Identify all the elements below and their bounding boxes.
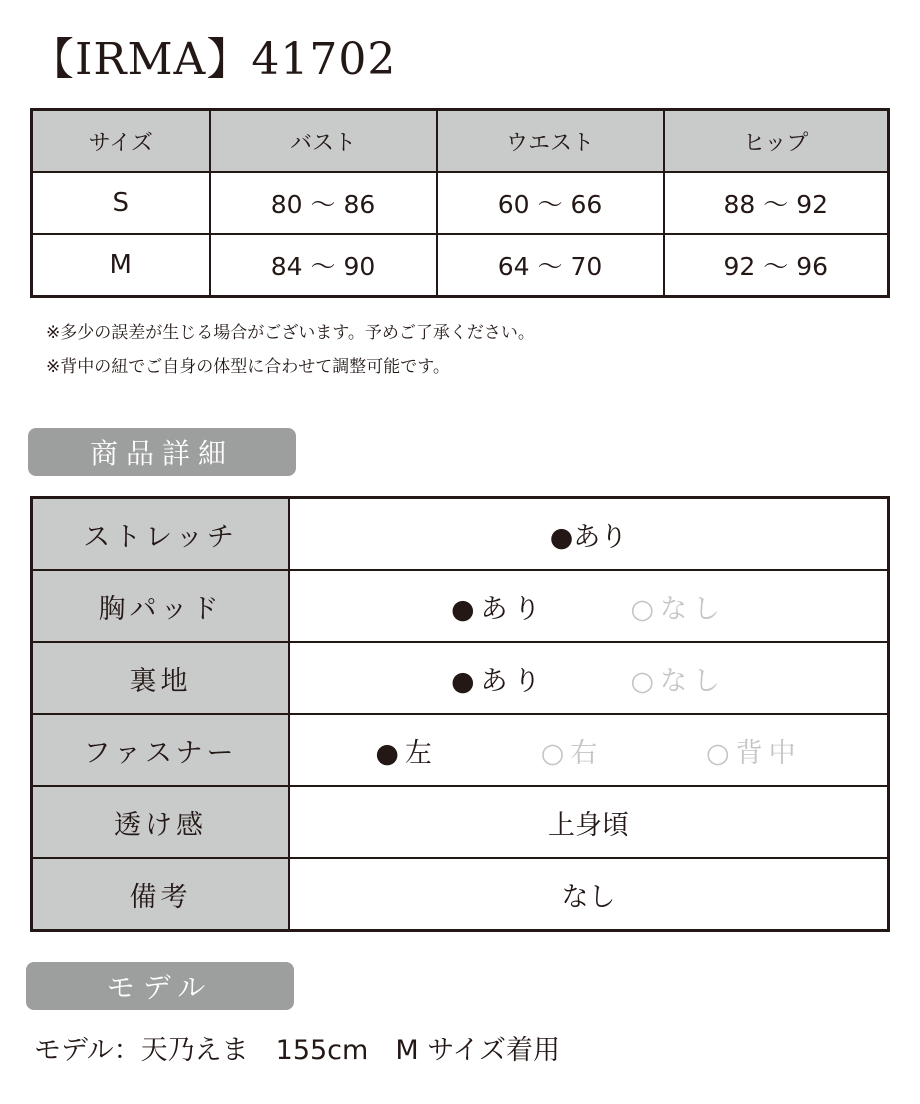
section-label-model: モデル [26,962,294,1010]
bust-value: 80 ～ 86 [210,172,437,234]
size-table [30,108,890,298]
header-waist: ウエスト [437,110,664,173]
waist-value: 64 ～ 70 [437,234,664,297]
option-selected: ●あり [450,593,547,625]
page-title: 【IRMA】41702 [30,34,397,85]
size-label: M [32,234,210,297]
hip-value: 88 ～ 92 [664,172,889,234]
option-unselected: ○なし [630,593,727,625]
note-measurement-error: ※多少の誤差が生じる場合がございます。予めご了承ください。 [46,323,535,343]
option-selected: ●あり [450,665,547,697]
hip-value: 92 ～ 96 [664,234,889,297]
option-unselected: ○右 [540,737,604,769]
table-row [32,234,889,297]
table-row [32,786,889,858]
size-table-header-row [32,110,889,173]
table-row [32,570,889,642]
size-notes [46,316,535,384]
header-bust: バスト [210,110,437,173]
detail-value-stretch: ●あり [289,498,889,571]
size-label: S [32,172,210,234]
waist-value: 60 ～ 66 [437,172,664,234]
detail-value-remarks: なし [289,858,889,931]
detail-label-lining: 裏地 [32,642,290,714]
option-unselected: ○背中 [706,737,802,769]
table-row [32,642,889,714]
product-details-table [30,496,890,932]
header-hip: ヒップ [664,110,889,173]
section-label-details: 商品詳細 [28,428,296,476]
header-size: サイズ [32,110,210,173]
detail-value-lining [289,642,889,714]
detail-label-sheerness: 透け感 [32,786,290,858]
table-row [32,172,889,234]
detail-value-fastener [289,714,889,786]
detail-label-fastener: ファスナー [32,714,290,786]
detail-value-bust-pad [289,570,889,642]
option-unselected: ○なし [630,665,727,697]
bust-value: 84 ～ 90 [210,234,437,297]
table-row [32,858,889,931]
detail-label-remarks: 備考 [32,858,290,931]
detail-value-sheerness: 上身頃 [289,786,889,858]
model-info: モデル：天乃えま 155cm M サイズ着用 [34,1035,561,1066]
note-adjustable-strap: ※背中の紐でご自身の体型に合わせて調整可能です。 [46,357,450,377]
detail-label-stretch: ストレッチ [32,498,290,571]
detail-label-bust-pad: 胸パッド [32,570,290,642]
table-row [32,714,889,786]
option-selected: ●左 [375,737,438,769]
table-row [32,498,889,571]
